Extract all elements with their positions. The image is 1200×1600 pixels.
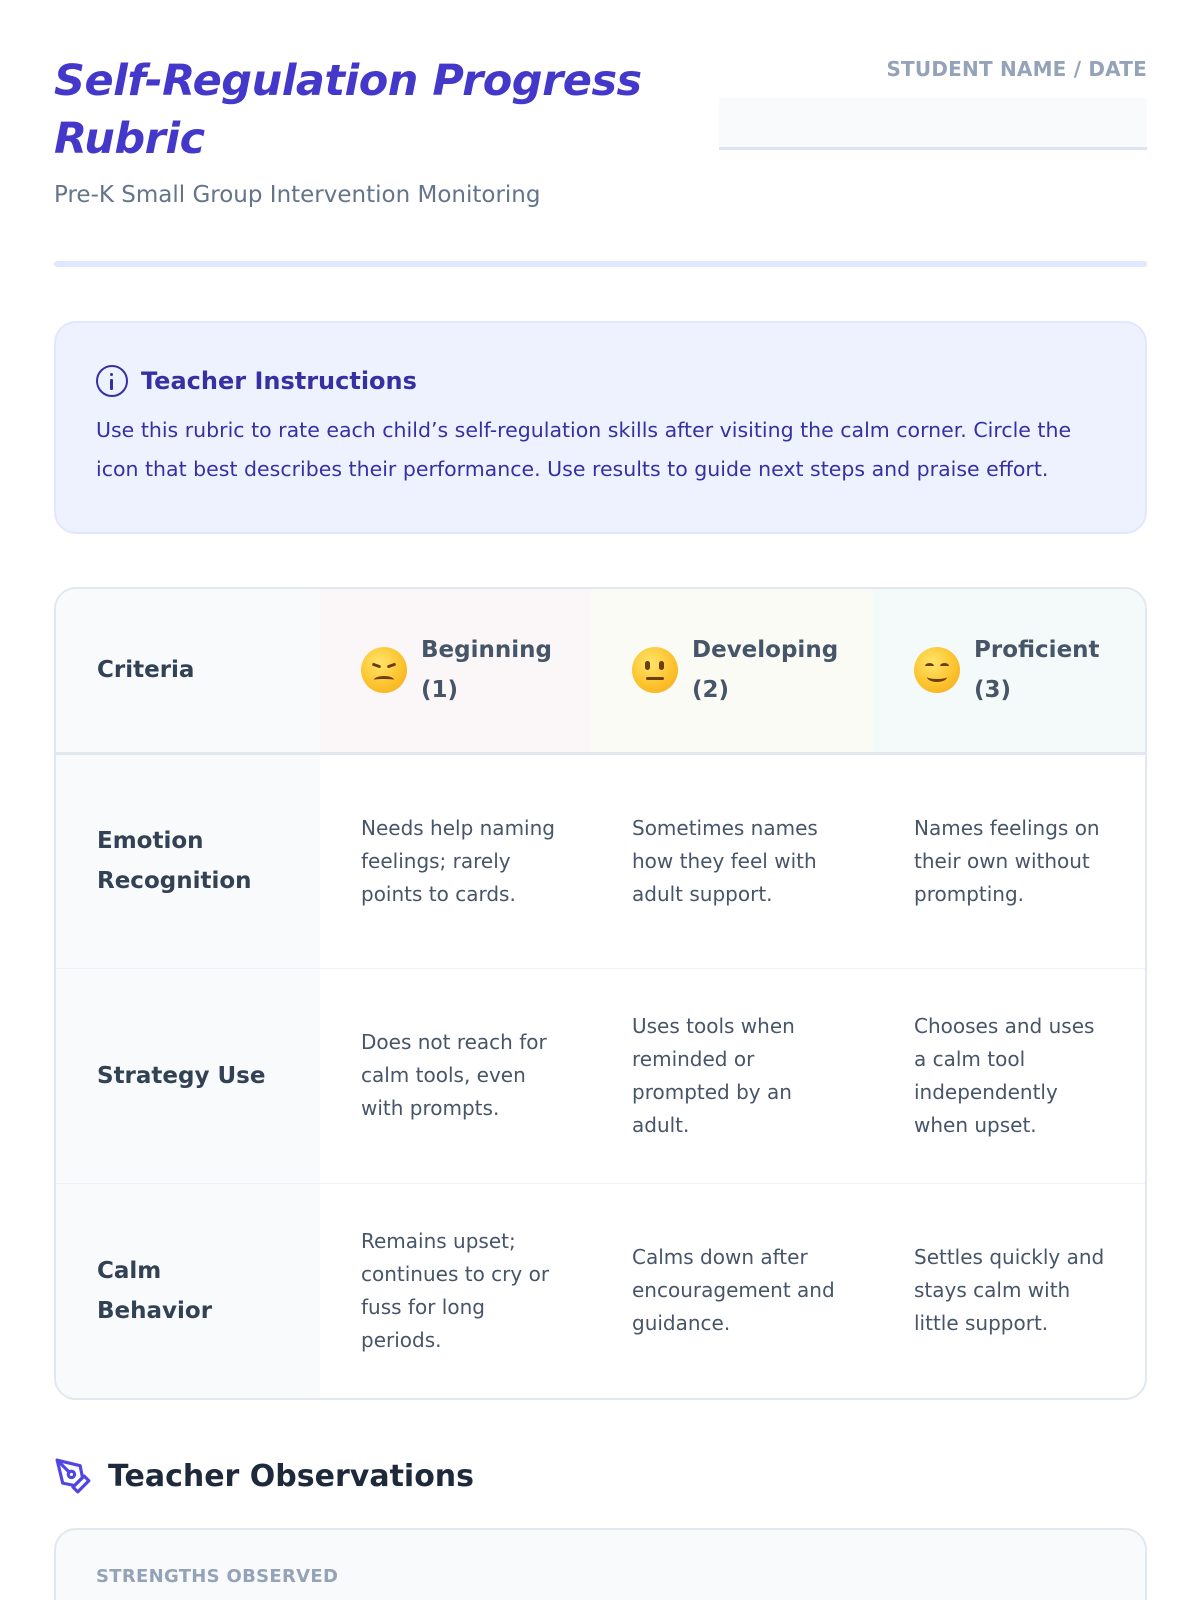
page-title: Self-Regulation Progress Rubric — [54, 56, 642, 164]
level-label: Beginning — [421, 637, 552, 664]
table-row — [56, 1183, 1145, 1398]
proficient-cell[interactable]: Settles quickly and stays calm with little support. — [914, 1245, 1105, 1336]
level-score: (3) — [974, 677, 1012, 704]
level-header-proficient — [873, 589, 1145, 753]
instructions-panel — [54, 321, 1147, 534]
sad-face-icon[interactable] — [361, 647, 407, 693]
observations-heading — [54, 1457, 474, 1495]
level-label: Developing — [692, 637, 839, 664]
page-subtitle: Pre-K Small Group Intervention Monitoring — [54, 182, 541, 208]
level-score: (1) — [421, 677, 459, 704]
developing-cell[interactable]: Sometimes names how they feel with adult support. — [591, 753, 873, 968]
level-score: (2) — [692, 677, 730, 704]
proficient-cell[interactable]: Chooses and uses a calm tool independently when upset. — [873, 968, 1145, 1183]
student-name-block — [719, 57, 1147, 150]
instructions-text: Use this rubric to rate each child’s self-regulation skills after visiting the calm corner. Circle the icon that best describes their performance. Use results to guide next steps and praise effort. — [96, 418, 1072, 481]
instructions-title: Teacher Instructions — [141, 367, 417, 395]
happy-face-icon[interactable] — [914, 647, 960, 693]
neutral-face-icon[interactable] — [632, 647, 678, 693]
criterion-cell: Calm Behavior — [56, 1183, 320, 1398]
table-row — [56, 753, 1145, 968]
beginning-cell[interactable]: Needs help naming feelings; rarely points to cards. — [320, 753, 591, 968]
header-divider — [54, 261, 1147, 267]
student-name-field[interactable] — [719, 98, 1147, 150]
criteria-header: Criteria — [56, 589, 320, 753]
student-name-label: STUDENT NAME / DATE — [886, 57, 1147, 81]
level-label: Proficient — [974, 637, 1100, 664]
criterion-cell: Emotion Recognition — [56, 753, 320, 968]
info-icon — [96, 365, 128, 397]
developing-cell[interactable]: Uses tools when reminded or prompted by an adult. — [591, 968, 873, 1183]
proficient-cell[interactable]: Names feelings on their own without prompting. — [873, 753, 1145, 968]
level-header-beginning — [320, 589, 591, 753]
table-row — [56, 968, 1145, 1183]
strengths-label: STRENGTHS OBSERVED — [96, 1566, 339, 1587]
level-header-developing — [591, 589, 873, 753]
strengths-field[interactable] — [54, 1528, 1147, 1600]
observations-title: Teacher Observations — [108, 1458, 475, 1494]
page-header — [54, 52, 1147, 266]
beginning-cell[interactable]: Remains upset; continues to cry or fuss for long periods. — [361, 1228, 550, 1352]
criterion-cell: Strategy Use — [56, 968, 320, 1183]
developing-cell[interactable]: Calms down after encouragement and guidance. — [632, 1245, 835, 1336]
beginning-cell[interactable]: Does not reach for calm tools, even with prompts. — [320, 968, 591, 1183]
pen-icon — [54, 1457, 92, 1495]
rubric-table — [54, 587, 1147, 1400]
